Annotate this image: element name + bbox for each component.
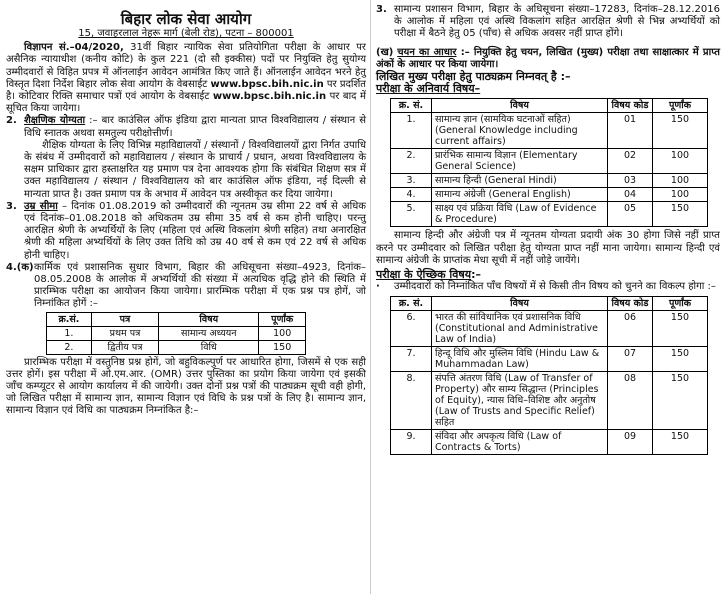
table-header: विषय कोड <box>608 99 653 113</box>
table-header: क्र. सं. <box>391 99 432 113</box>
website-link-1[interactable]: www.bpsc.bih.nic.in <box>210 78 324 90</box>
table-cell: 150 <box>653 311 708 347</box>
table-header: विषय <box>159 312 259 326</box>
age-limit-text <box>24 201 366 262</box>
section-qualification <box>6 115 366 200</box>
preliminary-details-text: प्रारम्भिक परीक्षा में वस्तुनिष्ठ प्रश्न होगें, जो बहुविकल्पुर्ण पर आधारित होगा, जिसमें से एक सही उत्तर होगें। इस परीक्षा में ओ.एम.आर. (OMR) उत्तर पुस्तिका का प्रयोग किया जायेगा एवं इसकी जाँच कम्प्यूटर से आयोग कार्यालय में की जायेगी। उक्त दोनों प्रश्न पत्रों की पाठ्यक्रम सूची वही होगी, जो लिखित परीक्षा में सामान्य ज्ञान, सामान्य विज्ञान एवं विधि के प्रश्न पत्रों के लिए है। सामान्य ज्ञान, सामान्य विज्ञान एवं विधि का पाठ्यक्रम निम्नांकित है:– <box>6 356 366 417</box>
optional-subjects-table <box>390 296 708 455</box>
table-row <box>391 188 708 202</box>
table-header: पूर्णांक <box>653 99 708 113</box>
compulsory-subjects-heading: परीक्षा के अनिवार्य विषय– <box>376 82 481 96</box>
table-cell: 150 <box>653 347 708 372</box>
table-cell: 04 <box>608 188 653 202</box>
selection-text: :– नियुक्ति हेतु चयन, लिखित (मुख्य) परीक्षा तथा साक्षात्कार में प्राप्त अंकों के आधार पर किया जायेगा। <box>376 46 720 70</box>
selection-basis <box>376 47 720 71</box>
table-cell: 07 <box>608 347 653 372</box>
website-link-2[interactable]: www.bpsc.bih.nic.in <box>212 91 327 103</box>
intro-text-3: पर बाद में सूचित किया जायेगा। <box>6 91 366 115</box>
table-cell: सामान्य अंग्रेजी (General English) <box>432 188 608 202</box>
right-column <box>376 4 720 455</box>
age-limit-body: – दिनांक 01.08.2019 को उम्मीदवारों की न्यूनतम उम्र सीमा 22 वर्ष से अधिक एवं दिनांक–01.08.2018 को अधिकतम उम्र सीमा 35 वर्ष से कम होनी चाहिए। परन्तु आरक्षित श्रेणी के अभ्यर्थियों के लिए (महिला एवं अस्थि विकलांग श्रेणी सहित) तथा अनारक्षित श्रेणी की महिला अभ्यर्थियों के लिए उक्त तिथि को उम्र 40 वर्ष से कम एवं 22 वर्ष से अधिक होनी चाहिए। <box>24 200 366 261</box>
table-cell: 150 <box>653 202 708 227</box>
item-number: 3. <box>376 4 387 15</box>
qualification-certificate-text: शैक्षिक योग्यता के लिए विभिन्न महाविद्यालयों / संस्थानों / विश्वविद्यालयों द्वारा निर्गत उपाधि के संबंध में उम्मीदवारों को महाविद्यालय / संस्थान के प्राचार्य / प्रधान, अथवा विश्वविद्यालय के सक्षम प्राधिकार द्वारा हस्ताक्षरित यह प्रमाण पत्र देना आवश्यक होगा कि संबंधित शिक्षण सत्र में उक्त महाविद्यालय / संस्थान / विश्वविद्यालय को बार काउंसिल ऑफ इंडिया, नई दिल्ली से मान्यता प्राप्त है। उक्त प्रमाण पत्र के अभाव में आवेदन पत्र अस्वीकृत कर दिया जायेगा। <box>24 139 366 200</box>
language-note: सामान्य हिन्दी और अंग्रेजी पत्र में न्यूनतम योग्यता प्रदायी अंक 30 होगा जिसे नहीं प्राप्त करने पर उम्मीदवार को लिखित परीक्षा हेतु योग्यता प्राप्त नहीं माना जायेगा। सामान्य हिन्दी एवं सामान्य अंग्रेजी के प्राप्तांक मेधा सूची में नहीं जोड़े जायेंगे। <box>376 230 720 266</box>
intro-text-2: पर प्रदर्शित है। कोटिवार रिक्ति समाचार पत्रों एवं आयोग के वेबसाईट <box>6 78 366 103</box>
qualification-heading: शैक्षणिक योग्यता <box>24 115 86 127</box>
table-cell: 2. <box>47 340 92 354</box>
table-row <box>391 311 708 347</box>
table-cell: 6. <box>391 311 432 347</box>
table-row <box>391 113 708 149</box>
commission-address: 15, जवाहरलाल नेहरू मार्ग (बेली रोड), पटना – 800001 <box>78 28 294 39</box>
table-cell: संविदा और अपकृत्य विधि (Law of Contracts & Torts) <box>432 430 608 455</box>
table-row <box>391 202 708 227</box>
table-cell: 5. <box>391 202 432 227</box>
syllabus-line: लिखित मुख्य परीक्षा हेतु पाठ्यक्रम निम्नवत् है :– <box>376 70 571 84</box>
selection-heading: चयन का आधार <box>397 46 457 58</box>
table-row <box>391 149 708 174</box>
table-cell: सामान्य हिन्दी (General Hindi) <box>432 174 608 188</box>
table-cell: 150 <box>259 340 306 354</box>
optional-subjects-note <box>376 281 720 293</box>
table-cell: 150 <box>653 430 708 455</box>
table-row <box>391 174 708 188</box>
table-cell: 100 <box>653 188 708 202</box>
table-cell: 2. <box>391 149 432 174</box>
table-cell: 9. <box>391 430 432 455</box>
age-limit-heading: उम्र सीमा <box>24 200 58 212</box>
table-header-row <box>391 99 708 113</box>
preliminary-text: कार्मिक एवं प्रशासनिक सुधार विभाग, बिहार की अधिसूचना संख्या–4923, दिनांक– 08.05.2008 के आलोक में अभ्यर्थियों की संख्या में अत्यधिक वृद्धि होने की स्थिति में प्रारम्भिक परीक्षा का आयोजन किया जायेगा। प्रारम्भिक परीक्षा में एक प्रश्न पत्र होगें, जो निम्नांकित होगें :– <box>34 261 366 310</box>
optional-note-text: उम्मीदवारों को निम्नांकित पाँच विषयों में से किसी तीन विषय को चुनने का विकल्प होगा :– <box>394 281 716 293</box>
table-header: विषय <box>432 99 608 113</box>
table-cell: 1. <box>47 326 92 340</box>
section-preliminary <box>6 262 366 311</box>
table-cell: 8. <box>391 372 432 430</box>
table-cell: द्वितीय पत्र <box>91 340 158 354</box>
selection-label: (ख) <box>376 46 394 58</box>
table-header: पत्र <box>91 312 158 326</box>
column-divider <box>370 0 371 594</box>
advert-number: विज्ञापन सं.–04/2020, <box>24 42 124 54</box>
table-cell: 02 <box>608 149 653 174</box>
attempts-limit-item <box>376 4 720 41</box>
table-cell: 7. <box>391 347 432 372</box>
table-header: क्र. सं. <box>391 297 432 311</box>
table-cell: 03 <box>608 174 653 188</box>
table-cell: 4. <box>391 188 432 202</box>
table-cell: 150 <box>653 372 708 430</box>
table-cell: हिन्दू विधि और मुस्लिम विधि (Hindu Law & Muhammadan Law) <box>432 347 608 372</box>
section-number: 4.(क) <box>6 261 34 273</box>
table-header: पूर्णांक <box>653 297 708 311</box>
table-row <box>391 347 708 372</box>
qualification-text <box>24 115 366 139</box>
table-header: पूर्णांक <box>259 312 306 326</box>
table-cell: 1. <box>391 113 432 149</box>
table-cell: साक्ष्य एवं प्रक्रिया विधि (Law of Evidence & Procedure) <box>432 202 608 227</box>
intro-paragraph <box>6 42 366 115</box>
table-cell: 150 <box>653 113 708 149</box>
intro-text-1: 31वीं बिहार न्यायिक सेवा प्रतियोगिता परीक्षा के आधार पर असैनिक न्यायाधीश (कनीय कोटि) के कुल 221 (दो सौ इक्कीस) पदों पर नियुक्ति हेतु सुयोग्य उम्मीदवारों से विहित प्रपत्र में ऑनलाईन आवेदन आमंत्रित किए जाते हैं। ऑनलाईन आवेदन भरने हेतु विस्तृत दिशा निर्देश बिहार लोक सेवा आयोग के वेबसाईट <box>6 42 367 90</box>
table-row <box>391 372 708 430</box>
table-cell: 01 <box>608 113 653 149</box>
section-number: 2. <box>6 115 17 127</box>
table-row <box>47 326 306 340</box>
table-cell: सामान्य ज्ञान (सामयिक घटनाओं सहित) (General Knowledge including current affairs) <box>432 113 608 149</box>
bullet-icon: · <box>376 281 380 293</box>
qualification-text-1: :– बार काउंसिल ऑफ इंडिया द्वारा मान्यता प्राप्त विश्वविद्यालय / संस्थान से विधि स्नातक अथवा समतुल्य परीक्षोत्तीर्ण। <box>24 115 366 139</box>
section-age-limit <box>6 201 366 262</box>
commission-title: बिहार लोक सेवा आयोग <box>120 10 252 28</box>
table-cell: 09 <box>608 430 653 455</box>
optional-subjects-heading <box>376 269 720 281</box>
left-column <box>6 4 366 418</box>
table-header-row <box>47 312 306 326</box>
table-cell: सामान्य अध्ययन <box>159 326 259 340</box>
table-header-row <box>391 297 708 311</box>
table-cell: विधि <box>159 340 259 354</box>
preliminary-paper-table <box>46 312 306 355</box>
table-cell: प्रथम पत्र <box>91 326 158 340</box>
table-header: क्र.सं. <box>47 312 92 326</box>
table-cell: 100 <box>259 326 306 340</box>
table-cell: 100 <box>653 149 708 174</box>
table-cell: 100 <box>653 174 708 188</box>
table-header: विषय <box>432 297 608 311</box>
table-cell: प्रारंभिक सामान्य विज्ञान (Elementary General Science) <box>432 149 608 174</box>
table-cell: 08 <box>608 372 653 430</box>
attempts-limit-text: सामान्य प्रशासन विभाग, बिहार के अधिसूचना संख्या–17283, दिनांक–28.12.2016 के आलोक में महिला एवं अस्थि विकलांग सहित आरक्षित श्रेणी से भिन्न अभ्यर्थियों को परीक्षा में बैठने हेतु 05 (पाँच) से अधिक अवसर नहीं प्राप्त होंगे। <box>394 4 720 40</box>
table-cell: भारत की सांविधानिक एवं प्रशासनिक विधि (Constitutional and Administrative Law of India) <box>432 311 608 347</box>
table-cell: संपत्ति अंतरण विधि (Law of Transfer of Property) और साम्य सिद्धान्त (Principles of Equity), न्यास विधि–विशिष्ट और अनुतोष (Law of Trusts and Specific Relief) सहित <box>432 372 608 430</box>
compulsory-subjects-table <box>390 98 708 227</box>
table-cell: 06 <box>608 311 653 347</box>
table-cell: 05 <box>608 202 653 227</box>
table-row <box>47 340 306 354</box>
table-header: विषय कोड <box>608 297 653 311</box>
optional-heading-suffix: :– <box>471 268 482 282</box>
table-cell: 3. <box>391 174 432 188</box>
table-row <box>391 430 708 455</box>
optional-heading-text: परीक्षा के ऐच्छिक विषय <box>376 268 472 282</box>
section-number: 3. <box>6 200 17 212</box>
